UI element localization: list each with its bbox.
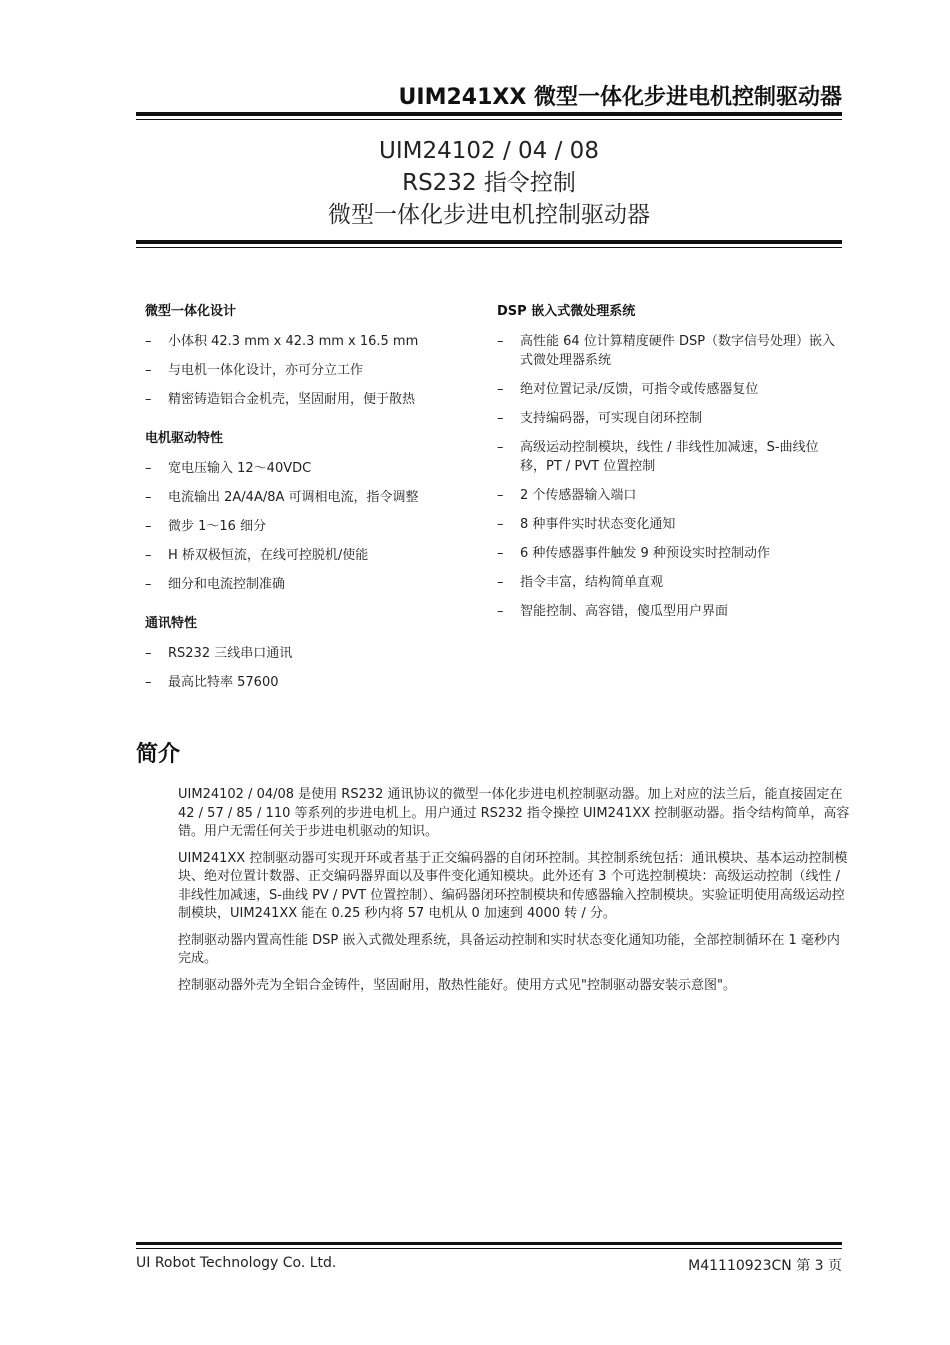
dash-bullet: – <box>145 461 152 476</box>
dash-bullet: – <box>145 548 152 563</box>
list-item: – 宽电压输入 12～40VDC <box>145 461 312 476</box>
section-heading-design: 微型一体化设计 <box>145 304 237 319</box>
footer-rule-thin <box>136 1248 842 1249</box>
section-heading-comm: 通讯特性 <box>145 616 198 631</box>
intro-heading: 简介 <box>136 742 181 767</box>
right-feature-column <box>497 300 837 631</box>
dash-bullet: – <box>497 546 504 561</box>
list-item: – 2 个传感器输入端口 <box>497 488 637 503</box>
dash-bullet: – <box>497 575 504 590</box>
page-header-title: UIM241XX 微型一体化步进电机控制驱动器 <box>398 85 842 110</box>
title-block <box>136 135 842 231</box>
section-heading-drive: 电机驱动特性 <box>145 431 224 446</box>
dash-bullet: – <box>497 411 504 426</box>
list-item: – 电流输出 2A/4A/8A 可调相电流，指令调整 <box>145 490 419 505</box>
list-item: – 智能控制、高容错，傻瓜型用户界面 <box>497 604 729 619</box>
dash-bullet: – <box>145 334 152 349</box>
list-item: – 精密铸造铝合金机壳，坚固耐用，便于散热 <box>145 392 416 407</box>
list-item: – 高性能 64 位计算精度硬件 DSP（数字信号处理）嵌入式微处理器系统 <box>497 334 836 368</box>
intro-paragraph: UIM241XX 控制驱动器可实现开环或者基于正交编码器的自闭环控制。其控制系统包括：通讯模块、基本运动控制模块、绝对位置计数器、正交编码器界面以及事件变化通知模块。此外还有 3 个可选控制模块：高级运动控制（线性 / 非线性加减速，S-曲线 PV / PVT 位置控制）、编码器闭环控制模块和传感器输入控制模块。实验证明使用高级运动控制模块，UIM241XX 能在 0.25 秒内将 57 电机从 0 加速到 4000 转 / 分。 <box>178 850 848 921</box>
list-item: – 绝对位置记录/反馈，可指令或传感器复位 <box>497 382 759 397</box>
intro-paragraph: 控制驱动器外壳为全铝合金铸件，坚固耐用，散热性能好。使用方式见"控制驱动器安装示意图"。 <box>178 977 736 993</box>
header-rule-thin <box>136 119 842 120</box>
list-item: – 细分和电流控制准确 <box>145 577 286 592</box>
dash-bullet: – <box>497 488 504 503</box>
footer-rule-thick <box>136 1242 842 1245</box>
section-heading-dsp: DSP 嵌入式微处理系统 <box>497 304 636 319</box>
intro-paragraph: UIM24102 / 04/08 是使用 RS232 通讯协议的微型一体化步进电机控制驱动器。加上对应的法兰后，能直接固定在 42 / 57 / 85 / 110 等系列的步进电机上。用户通过 RS232 指令操控 UIM241XX 控制驱动器。指令结构简单，高容错。用户无需任何关于步进电机驱动的知识。 <box>178 787 850 839</box>
list-item: – 小体积 42.3 mm x 42.3 mm x 16.5 mm <box>145 334 419 349</box>
dash-bullet: – <box>497 517 504 532</box>
dash-bullet: – <box>145 392 152 407</box>
dash-bullet: – <box>145 646 152 661</box>
left-feature-column <box>145 300 485 702</box>
dash-bullet: – <box>145 519 152 534</box>
list-item: – 最高比特率 57600 <box>145 675 279 690</box>
title-product-name: 微型一体化步进电机控制驱动器 <box>328 202 650 228</box>
footer-company: UI Robot Technology Co. Ltd. <box>136 1255 337 1271</box>
header-rule-thick <box>136 112 842 116</box>
dash-bullet: – <box>145 577 152 592</box>
title-rule-thick <box>136 240 842 244</box>
dash-bullet: – <box>145 490 152 505</box>
dash-bullet: – <box>145 363 152 378</box>
title-control-type: RS232 指令控制 <box>402 170 576 196</box>
list-item: – H 桥双极恒流，在线可控脱机/使能 <box>145 548 369 563</box>
list-item: – RS232 三线串口通讯 <box>145 646 293 661</box>
footer-page-ref: M41110923CN 第 3 页 <box>688 1258 842 1274</box>
list-item: – 与电机一体化设计，亦可分立工作 <box>145 363 364 378</box>
list-item: – 8 种事件实时状态变化通知 <box>497 517 676 532</box>
list-item: – 6 种传感器事件触发 9 种预设实时控制动作 <box>497 546 770 561</box>
list-item: – 微步 1～16 细分 <box>145 519 267 534</box>
dash-bullet: – <box>497 334 504 349</box>
title-rule-thin <box>136 247 842 248</box>
list-item: – 高级运动控制模块，线性 / 非线性加减速，S-曲线位移，PT / PVT 位置控制 <box>497 440 819 474</box>
intro-body <box>178 786 850 1003</box>
dash-bullet: – <box>497 440 504 455</box>
list-item: – 支持编码器，可实现自闭环控制 <box>497 411 703 426</box>
list-item: – 指令丰富，结构简单直观 <box>497 575 664 590</box>
title-model-numbers: UIM24102 / 04 / 08 <box>379 138 599 164</box>
dash-bullet: – <box>145 675 152 690</box>
intro-paragraph: 控制驱动器内置高性能 DSP 嵌入式微处理系统，具备运动控制和实时状态变化通知功能，全部控制循环在 1 毫秒内完成。 <box>178 932 840 966</box>
dash-bullet: – <box>497 382 504 397</box>
dash-bullet: – <box>497 604 504 619</box>
